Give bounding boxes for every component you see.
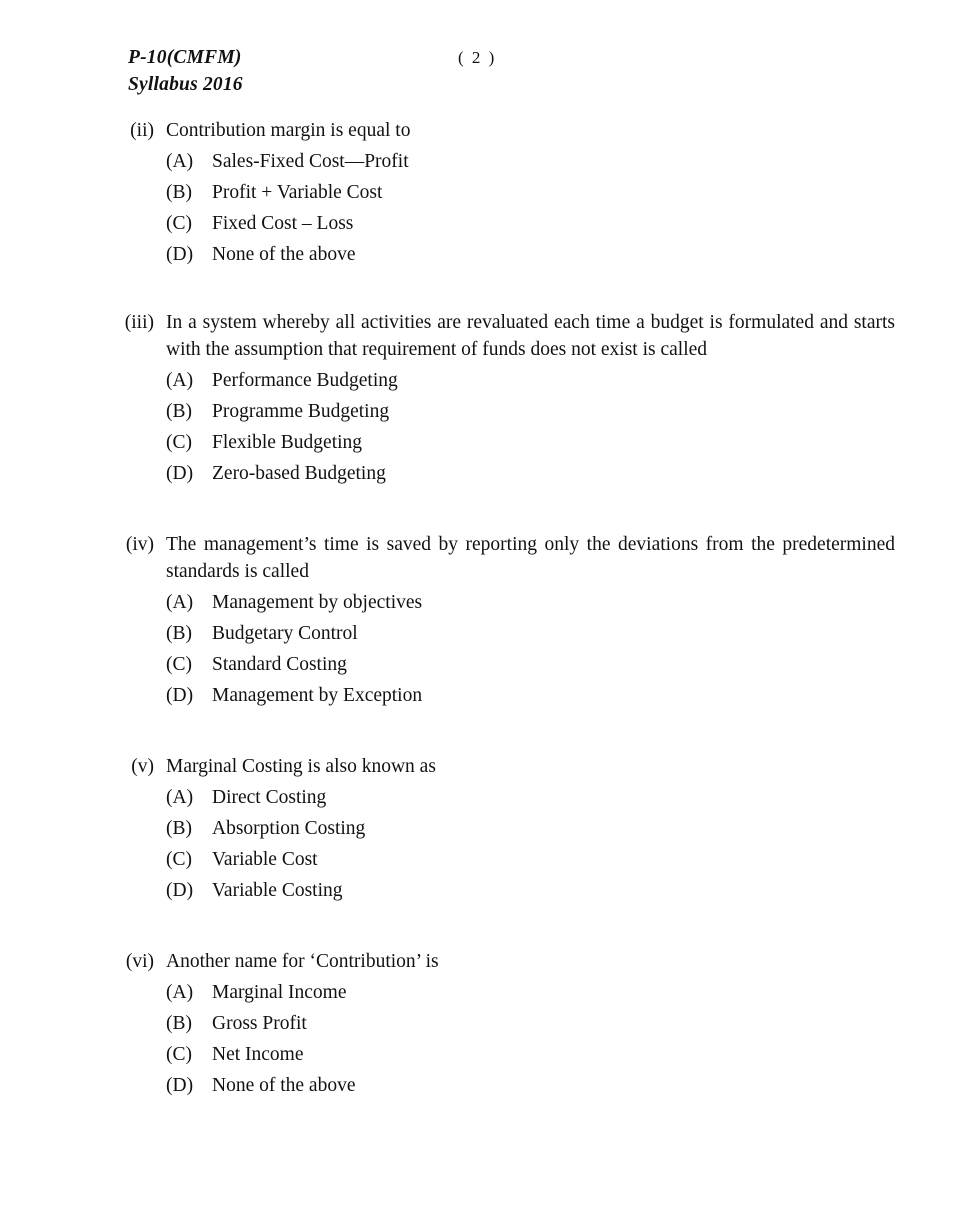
options-list xyxy=(166,979,895,1099)
question-block xyxy=(114,117,895,268)
options-list xyxy=(166,367,895,487)
option-letter: (A) xyxy=(166,370,194,391)
question-text: Marginal Costing is also known as xyxy=(166,756,436,777)
option-letter: (D) xyxy=(166,880,194,901)
option-text: Marginal Income xyxy=(212,982,347,1003)
option-letter: (A) xyxy=(166,592,194,613)
option-row xyxy=(166,815,895,842)
option-text: Gross Profit xyxy=(212,1013,307,1034)
option-row xyxy=(166,651,895,678)
option-letter: (A) xyxy=(166,982,194,1003)
option-letter: (B) xyxy=(166,818,192,839)
page-header xyxy=(128,44,895,98)
question-block xyxy=(114,309,895,487)
option-row xyxy=(166,241,895,268)
option-text: Zero-based Budgeting xyxy=(212,463,386,484)
question-block xyxy=(114,948,895,1099)
option-text: Absorption Costing xyxy=(212,818,366,839)
question-text: In a system whereby all activities are revaluated each time a budget is formulated and starts with the assumption that requirement of funds does not exist is called xyxy=(166,312,895,360)
option-letter: (B) xyxy=(166,623,192,644)
option-letter: (A) xyxy=(166,787,194,808)
option-row xyxy=(166,460,895,487)
option-row xyxy=(166,210,895,237)
option-letter: (D) xyxy=(166,244,194,265)
option-letter: (B) xyxy=(166,1013,192,1034)
question-text: The management’s time is saved by reporting only the deviations from the predetermined standards is called xyxy=(166,534,895,582)
option-text: Budgetary Control xyxy=(212,623,358,644)
option-row xyxy=(166,1041,895,1068)
option-row xyxy=(166,1010,895,1037)
option-row xyxy=(166,179,895,206)
option-text: Management by objectives xyxy=(212,592,423,613)
option-text: Sales-Fixed Cost—Profit xyxy=(212,151,409,172)
option-text: Profit + Variable Cost xyxy=(212,182,383,203)
question-number: (iv) xyxy=(125,534,154,555)
option-row xyxy=(166,979,895,1006)
option-text: None of the above xyxy=(212,244,356,265)
question-number: (v) xyxy=(131,756,154,777)
question-text: Another name for ‘Contribution’ is xyxy=(166,951,439,972)
option-letter: (C) xyxy=(166,1044,192,1065)
option-letter: (D) xyxy=(166,1075,194,1096)
question-block xyxy=(114,531,895,709)
option-text: Performance Budgeting xyxy=(212,370,398,391)
option-text: Programme Budgeting xyxy=(212,401,390,422)
option-row xyxy=(166,784,895,811)
option-row xyxy=(166,148,895,175)
option-row xyxy=(166,398,895,425)
option-row xyxy=(166,429,895,456)
option-row xyxy=(166,1072,895,1099)
option-text: Variable Cost xyxy=(212,849,318,870)
option-text: Variable Costing xyxy=(212,880,343,901)
syllabus-label: Syllabus 2016 xyxy=(128,74,243,95)
option-letter: (D) xyxy=(166,463,194,484)
option-text: Standard Costing xyxy=(212,654,347,675)
option-text: Net Income xyxy=(212,1044,304,1065)
option-text: Management by Exception xyxy=(212,685,423,706)
option-row xyxy=(166,846,895,873)
option-letter: (A) xyxy=(166,151,194,172)
questions-section xyxy=(114,117,895,1143)
option-row xyxy=(166,620,895,647)
options-list xyxy=(166,784,895,904)
options-list xyxy=(166,589,895,709)
question-number: (vi) xyxy=(125,951,154,972)
question-text: Contribution margin is equal to xyxy=(166,120,411,141)
option-text: Flexible Budgeting xyxy=(212,432,363,453)
option-letter: (B) xyxy=(166,401,192,422)
paper-code: P-10(CMFM) xyxy=(128,47,242,68)
option-row xyxy=(166,367,895,394)
paper-identity xyxy=(128,44,895,98)
question-number: (iii) xyxy=(124,312,154,333)
options-list xyxy=(166,148,895,268)
option-row xyxy=(166,682,895,709)
option-row xyxy=(166,589,895,616)
option-letter: (B) xyxy=(166,182,192,203)
option-text: None of the above xyxy=(212,1075,356,1096)
option-letter: (C) xyxy=(166,432,192,453)
option-row xyxy=(166,877,895,904)
question-block xyxy=(114,753,895,904)
question-number: (ii) xyxy=(130,120,154,141)
option-letter: (C) xyxy=(166,654,192,675)
option-text: Direct Costing xyxy=(212,787,327,808)
option-letter: (D) xyxy=(166,685,194,706)
option-letter: (C) xyxy=(166,849,192,870)
option-letter: (C) xyxy=(166,213,192,234)
option-text: Fixed Cost – Loss xyxy=(212,213,354,234)
page-number: ( 2 ) xyxy=(458,48,497,67)
